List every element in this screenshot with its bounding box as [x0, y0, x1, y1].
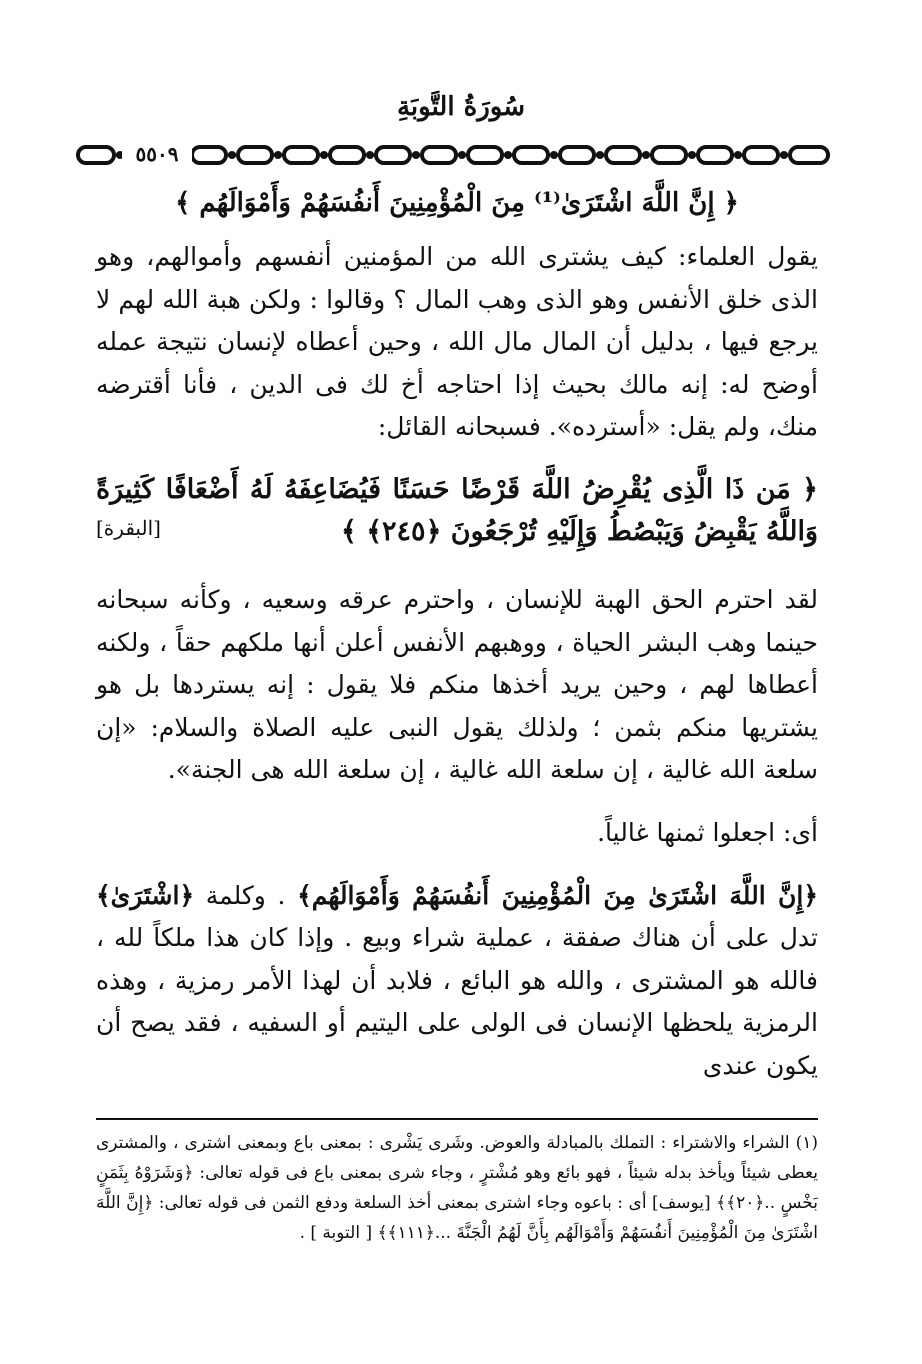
inline-text-rest: تدل على أن هناك صفقة ، عملية شراء وبيع . وإذا كان هذا ملكاً لله ، فالله هو المشترى ، والله هو البائع ، فلابد أن لهذا الأمر رمزية ، وهذه الرمزية يلحظها الإنسان فى الولى على اليتيم أو السفيه ، فقد يصح أن يكون عندى — [96, 923, 818, 1080]
page-number: ٥٥٠٩ — [122, 140, 192, 168]
paragraph-1: يقول العلماء: كيف يشترى الله من المؤمنين أنفسهم وأموالهم، وهو الذى خلق الأنفس وهو الذى وهب المال ؟ وقالوا : ولكن هبة الله لهم لا يرجع فيها ، بدليل أن المال مال الله ، وحين أعطاه لإنسان نتيجة عمله أوضح له: إنه مالك بحيث إذا احتاجه أخ لك فى الدين ، فأنا أقترضه منك، ولم يقل: «أسترده». فسبحانه القائل: — [96, 242, 818, 442]
footnote-divider — [96, 1118, 818, 1120]
paragraph-2: لقد احترم الحق الهبة للإنسان ، واحترم عرقه وسعيه ، وكأنه سبحانه حينما وهب البشر الحياة ، ووهبهم الأنفس أعلن أنها ملكهم حقاً ، ولكنه أعطاها لهم ، وحين يريد أخذها منكم فلا يقول : إنه يستردها بل هو يشتريها منكم بثمن ؛ ولذلك يقول النبى عليه الصلاة والسلام: «إن سلعة الله غالية ، إن سلعة الله غالية ، إن سلعة الله هى الجنة». — [96, 584, 818, 785]
paragraph-4 — [96, 875, 818, 1088]
main-text — [96, 180, 818, 1088]
verse-heading: ﴿ إِنَّ اللَّهَ اشْتَرَىٰ⁽¹⁾ مِنَ الْمُؤْمِنِينَ أَنفُسَهُمْ وَأَمْوَالَهُم ﴾ — [175, 188, 739, 218]
inline-word: ﴿اشْتَرَىٰ﴾ — [96, 880, 195, 910]
quran-quote — [96, 469, 818, 553]
inline-verse: ﴿إِنَّ اللَّهَ اشْتَرَىٰ مِنَ الْمُؤْمِنِينَ أَنفُسَهُمْ وَأَمْوَالَهُم﴾ — [297, 880, 818, 910]
surah-title: سُورَةُ التَّوبَةِ — [396, 92, 526, 122]
paragraph-3: أى: اجعلوا ثمنها غالياً. — [597, 817, 818, 847]
footnote: (١) الشراء والاشتراء : التملك بالمبادلة والعوض. وشَرى يَشْرى : بمعنى باع وبمعنى اشترى ، والمشترى يعطى شيئاً ويأخذ بدله شيئاً ، فهو بائع وهو مُشْترٍ ، وجاء شرى بمعنى باع فى قوله تعالى: ﴿وَشَرَوْهُ بِثَمَنٍ بَخْسٍ ..﴿٢٠﴾﴾ [يوسف] أى : باعوه وجاء اشترى بمعنى أخذ السلعة ودفع الثمن فى قوله تعالى: ﴿إِنَّ اللَّهَ اشْتَرَىٰ مِنَ الْمُؤْمِنِينَ أَنفُسَهُمْ وَأَمْوَالَهُم بِأَنَّ لَهُمُ الْجَنَّةَ ...﴿١١١﴾﴾ [ التوبة ] . — [96, 1133, 818, 1243]
inline-text: . وكلمة — [194, 880, 298, 910]
quran-quote-text: ﴿ مَن ذَا الَّذِى يُقْرِضُ اللَّهَ قَرْضًا حَسَنًا فَيُضَاعِفَهُ لَهُ أَضْعَافًا كَثِيرَةً وَاللَّهُ يَقْبِضُ وَيَبْصُطُ وَإِلَيْهِ تُرْجَعُونَ ﴿٢٤٥﴾ ﴾ — [96, 473, 818, 547]
surah-reference: [البقرة] — [96, 515, 161, 540]
